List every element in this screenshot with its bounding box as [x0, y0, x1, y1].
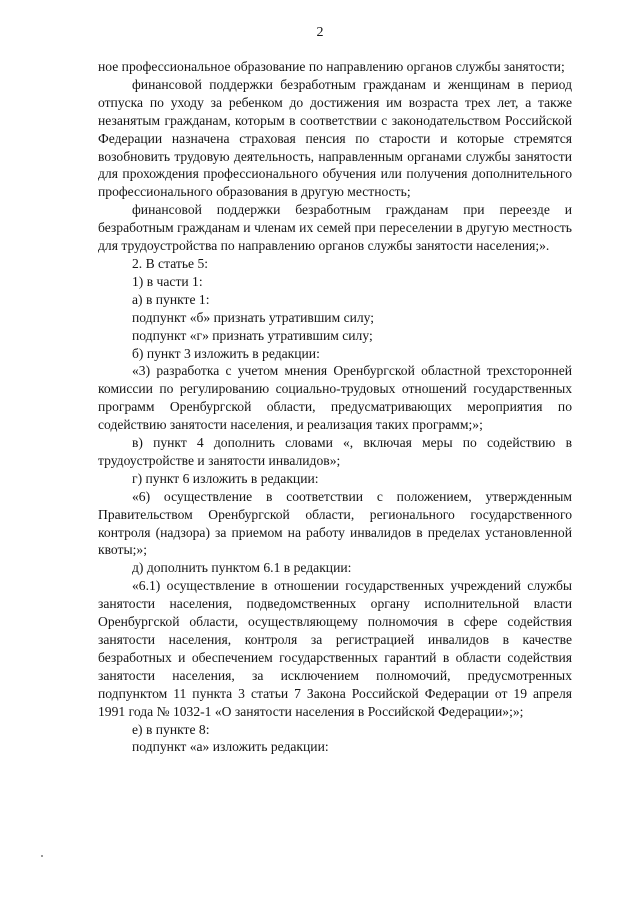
paragraph-clause-6-1-heading: д) дополнить пунктом 6.1 в редакции:	[132, 560, 352, 576]
paragraph-clause-6-heading: г) пункт 6 изложить в редакции:	[132, 470, 319, 486]
paragraph-subclause-a: подпункт «а» изложить редакции:	[132, 739, 329, 755]
paragraph-part-1: 1) в части 1:	[132, 273, 203, 289]
paragraph-clause-6-1-text: «6.1) осуществление в отношении государственных учреждений службы занятости населения, подведомственных органу исполнительной власти Оренбургской области, осуществляющему полномочия в сфере содействия занятости населения, контроля за регистрацией инвалидов в качестве безработных и обеспечением государственных гарантий в области содействия занятости населения, за исключением полномочий, предусмотренных подпунктом 11 пункта 3 статьи 7 Закона Российской Федерации от 19 апреля 1991 года № 1032-1 «О занятости населения в Российской Федерации»;»;	[98, 578, 572, 719]
paragraph-article-5: 2. В статье 5:	[132, 255, 209, 271]
paragraph-subclause-b: подпункт «б» признать утратившим силу;	[132, 309, 375, 325]
paragraph-clause-3-heading: б) пункт 3 изложить в редакции:	[132, 345, 320, 361]
paragraph-financial-support-relocation: финансовой поддержки безработным гражданам при переезде и безработным гражданам и членам их семей при переселении в другую местность для трудоустройства по направлению органов службы занятости населения;».	[98, 202, 572, 254]
paragraph-clause-3-text: «3) разработка с учетом мнения Оренбургской областной трехсторонней комиссии по регулированию социально-трудовых отношений государственных программ Оренбургской области, предусматривающих мероприятия по содействию занятости населения, и реализация таких программ;»;	[98, 363, 572, 433]
paragraph-subclause-g: подпункт «г» признать утратившим силу;	[132, 327, 373, 343]
paragraph-continuation: ное профессиональное образование по направлению органов службы занятости;	[98, 59, 565, 74]
paragraph-clause-4: в) пункт 4 дополнить словами «, включая меры по содействию в трудоустройстве и занятости инвалидов»;	[98, 435, 572, 468]
paragraph-clause-8: е) в пункте 8:	[132, 721, 210, 737]
scan-speck	[41, 855, 43, 857]
paragraph-clause-1: а) в пункте 1:	[132, 291, 210, 307]
document-body	[98, 58, 572, 756]
paragraph-clause-6-text: «6) осуществление в соответствии с положением, утвержденным Правительством Оренбургской области, регионального государственного контроля (надзора) за приемом на работу инвалидов в пределах установленной квоты;»;	[98, 488, 572, 558]
page-number: 2	[316, 25, 324, 40]
paragraph-financial-support-women: финансовой поддержки безработным гражданам и женщинам в период отпуска по уходу за ребенком до достижения им возраста трех лет, а также незанятым гражданам, которым в соответствии с законодательством Российской Федерации назначена страховая пенсия по старости и которые стремятся возобновить трудовую деятельность, направленным органами службы занятости для прохождения профессионального обучения или получения дополнительного профессионального образования в другую местность;	[98, 76, 572, 200]
